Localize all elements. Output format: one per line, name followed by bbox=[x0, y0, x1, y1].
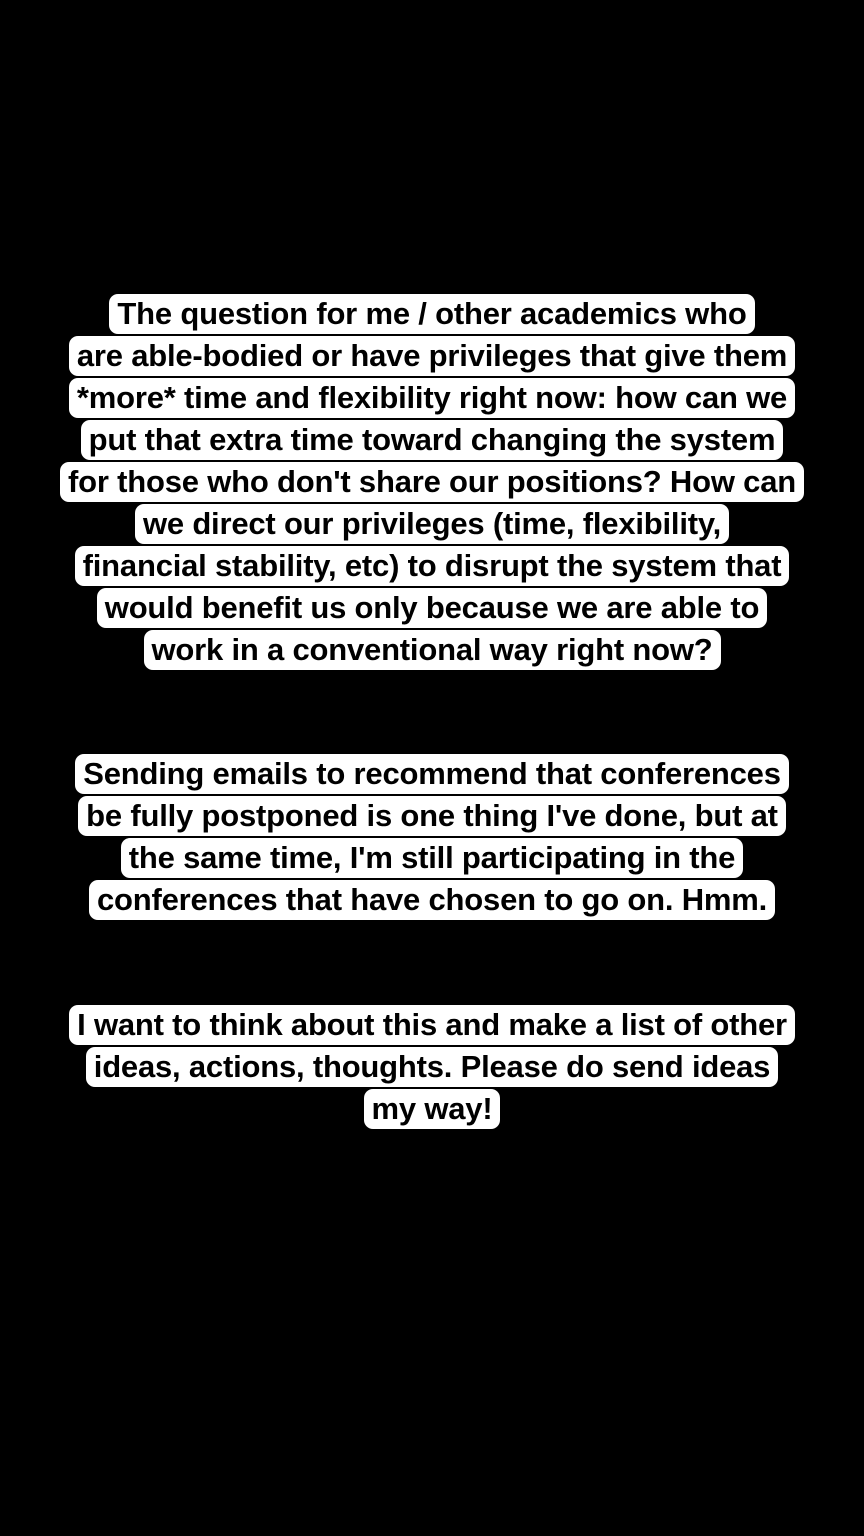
text-line: *more* time and flexibility right now: how can we bbox=[69, 378, 795, 418]
text-line: ideas, actions, thoughts. Please do send ideas bbox=[86, 1047, 778, 1087]
text-line: be fully postponed is one thing I've done, but at bbox=[78, 796, 786, 836]
text-line: work in a conventional way right now? bbox=[144, 630, 721, 670]
text-line: I want to think about this and make a list of other bbox=[69, 1005, 795, 1045]
text-line: financial stability, etc) to disrupt the system that bbox=[75, 546, 790, 586]
text-paragraph-3 bbox=[0, 1005, 864, 1131]
text-line: my way! bbox=[364, 1089, 501, 1129]
text-line: The question for me / other academics who bbox=[109, 294, 754, 334]
text-line: conferences that have chosen to go on. Hmm. bbox=[89, 880, 775, 920]
text-paragraph-1 bbox=[0, 294, 864, 672]
text-line: we direct our privileges (time, flexibility, bbox=[135, 504, 729, 544]
text-line: the same time, I'm still participating in the bbox=[121, 838, 743, 878]
text-line: would benefit us only because we are able to bbox=[97, 588, 767, 628]
text-line: are able-bodied or have privileges that give them bbox=[69, 336, 795, 376]
text-line: put that extra time toward changing the system bbox=[81, 420, 784, 460]
text-line: for those who don't share our positions? How can bbox=[60, 462, 804, 502]
text-line: Sending emails to recommend that conferences bbox=[75, 754, 789, 794]
text-paragraph-2 bbox=[0, 754, 864, 922]
